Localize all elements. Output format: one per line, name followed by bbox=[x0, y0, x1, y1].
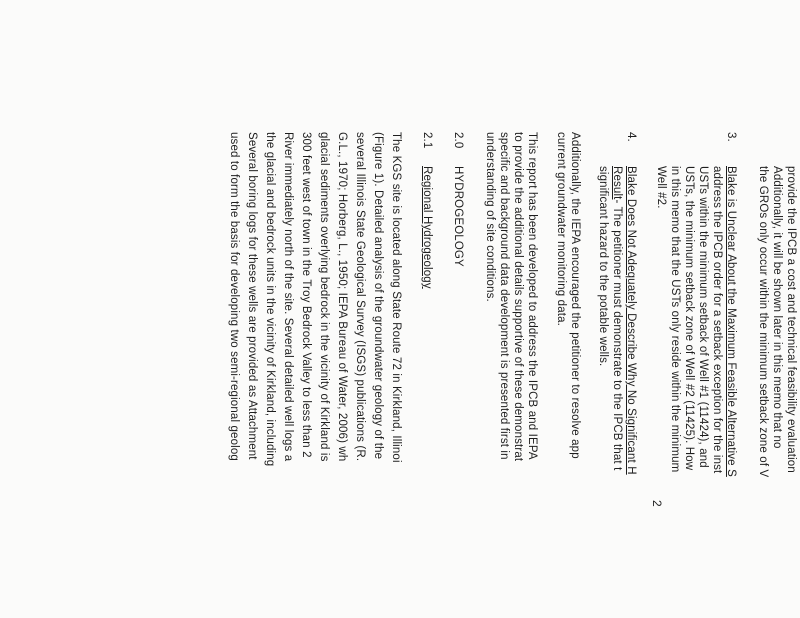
text-line: provide the IPCB a cost and technical feasibility evaluation bbox=[785, 166, 797, 473]
text-line: USTs within the minimum setback of Well #1 (11424), and bbox=[697, 166, 709, 468]
text-line: Additionally, the IEPA encouraged the petitioner to resolve app bbox=[569, 132, 581, 459]
text-line: The KGS site is located along State Route 72 in Kirkland, Illinoi bbox=[390, 132, 402, 463]
item-heading: Blake Does Not Adequately Describe Why No Significant H bbox=[625, 166, 637, 475]
text-line: 300 feet west of town in the Troy Bedrock Valley to less than 2 bbox=[300, 132, 312, 458]
text-line bbox=[610, 166, 624, 470]
text-line: Several boring logs for these wells are provided as Attachment bbox=[246, 132, 258, 460]
text-line: significant hazard to the potable wells. bbox=[597, 166, 609, 367]
text-line: to provide the additional details supportive of these demonstrat bbox=[512, 132, 524, 462]
text-line: (Figure 1). Detailed analysis of the groundwater geology of the bbox=[372, 132, 384, 460]
item-heading: Blake is Unclear About the Maximum Feasible Alternative S bbox=[725, 166, 737, 477]
text-line: This report has been developed to address the IPCB and IEPA bbox=[526, 132, 538, 460]
text-line: the GROs only occur within the minimum setback zone of V bbox=[757, 166, 769, 478]
text-line: in this memo that the USTs only reside within the minimum bbox=[669, 166, 681, 473]
text-line: Additionally, it will be shown later in this memo that no bbox=[771, 166, 783, 449]
item-heading-continued: Result bbox=[611, 166, 623, 200]
text-line: River immediately north of the site. Several detailed well logs a bbox=[282, 132, 294, 462]
text-line: address the IPCB order for a setback exception for the inst bbox=[711, 166, 723, 474]
list-number: 4. bbox=[625, 132, 637, 142]
text-span: - The petitioner must demonstrate to the IPCB that t bbox=[611, 199, 623, 471]
text-line: the glacial and bedrock units in the vicinity of Kirkland, including bbox=[264, 132, 276, 467]
text-line: USTs, the minimum setback zone of Well #2 (11425). How bbox=[683, 166, 695, 471]
text-line: specific and background data development is presented first in bbox=[498, 132, 510, 460]
page-number: 2 bbox=[650, 500, 664, 507]
text-line: glacial sediments overlying bedrock in the vicinity of Kirkland is bbox=[318, 132, 330, 462]
text-line: G.L., 1970; Horberg, L., 1950; IEPA Bureau of Water, 2006) wh bbox=[336, 132, 348, 462]
text-line: used to form the basis for developing two semi-regional geolog bbox=[228, 132, 240, 461]
section-heading: HYDROGEOLOGY bbox=[452, 166, 464, 267]
section-number: 2.0 bbox=[452, 132, 464, 149]
text-line: current groundwater monitoring data. bbox=[555, 132, 567, 326]
text-line: understanding of site conditions. bbox=[484, 132, 496, 302]
list-number: 3. bbox=[725, 132, 737, 142]
section-heading: Regional Hydrogeology bbox=[421, 166, 433, 289]
text-line: Well #2. bbox=[655, 166, 667, 209]
section-number: 2.1 bbox=[421, 132, 433, 149]
text-line: several Illinois State Geological Survey (ISGS) publications (R. bbox=[354, 132, 366, 462]
